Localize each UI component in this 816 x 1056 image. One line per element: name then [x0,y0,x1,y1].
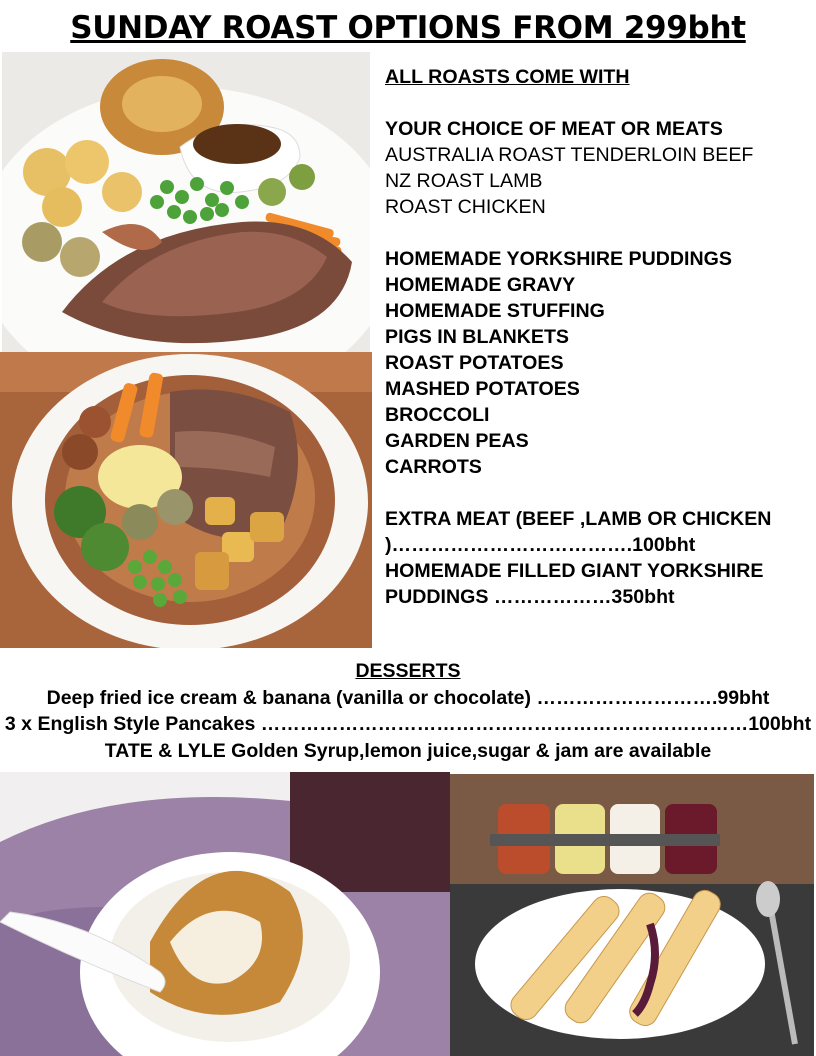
meat-option: AUSTRALIA ROAST TENDERLOIN BEEF [385,144,754,166]
yorkshire-pudding-plate-photo [0,352,372,648]
dessert-item: Deep fried ice cream & banana (vanilla or chocolate) ……………………….99bht [46,686,770,709]
desserts-section [0,658,816,764]
roasts-heading: ALL ROASTS COME WITH [385,66,630,88]
side-item: HOMEMADE GRAVY [385,274,576,296]
extra-item: HOMEMADE FILLED GIANT YORKSHIRE [385,560,764,582]
side-item: CARROTS [385,456,482,478]
side-item: HOMEMADE YORKSHIRE PUDDINGS [385,248,732,270]
side-item: PIGS IN BLANKETS [385,326,569,348]
side-item: BROCCOLI [385,404,490,426]
side-item: GARDEN PEAS [385,430,529,452]
dessert-note: TATE & LYLE Golden Syrup,lemon juice,sugar & jam are available [104,739,712,762]
pancakes-dessert-photo [450,774,814,1056]
dessert-item: 3 x English Style Pancakes …………………………………………………………………100bht [4,713,812,735]
meat-choice-heading: YOUR CHOICE OF MEAT OR MEATS [385,118,723,140]
extra-item: PUDDINGS ………………350bht [385,586,675,608]
ice-cream-dessert-photo [0,772,450,1056]
extra-item: )……………………………….100bht [385,534,696,556]
roast-plate-photo [2,52,370,352]
meat-option: NZ ROAST LAMB [385,170,543,192]
side-item: MASHED POTATOES [385,378,580,400]
page-title: SUNDAY ROAST OPTIONS FROM 299bht [70,10,746,46]
side-item: HOMEMADE STUFFING [385,300,605,322]
extra-item: EXTRA MEAT (BEEF ,LAMB OR CHICKEN [385,508,772,530]
roast-menu [385,64,810,610]
meat-option: ROAST CHICKEN [385,196,546,218]
side-item: ROAST POTATOES [385,352,564,374]
desserts-heading: DESSERTS [355,660,461,682]
